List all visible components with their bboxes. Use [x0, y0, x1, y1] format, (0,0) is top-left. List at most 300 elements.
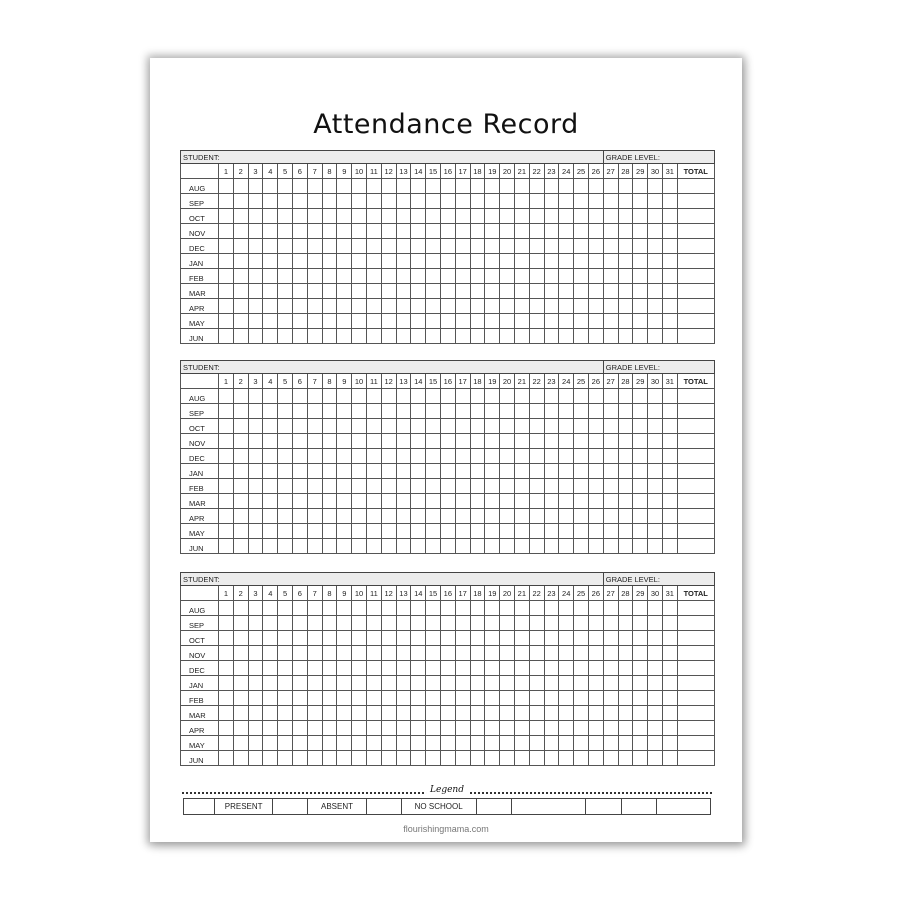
attendance-cell[interactable]	[618, 661, 633, 676]
attendance-cell[interactable]	[337, 706, 352, 721]
attendance-cell[interactable]	[514, 706, 529, 721]
attendance-cell[interactable]	[233, 449, 248, 464]
attendance-cell[interactable]	[322, 736, 337, 751]
attendance-cell[interactable]	[662, 494, 677, 509]
attendance-cell[interactable]	[633, 449, 648, 464]
attendance-cell[interactable]	[529, 224, 544, 239]
attendance-cell[interactable]	[278, 254, 293, 269]
attendance-cell[interactable]	[426, 434, 441, 449]
attendance-cell[interactable]	[411, 616, 426, 631]
attendance-cell[interactable]	[219, 434, 234, 449]
attendance-cell[interactable]	[278, 389, 293, 404]
attendance-cell[interactable]	[514, 269, 529, 284]
attendance-cell[interactable]	[485, 224, 500, 239]
attendance-cell[interactable]	[559, 676, 574, 691]
attendance-cell[interactable]	[514, 509, 529, 524]
attendance-cell[interactable]	[544, 404, 559, 419]
attendance-cell[interactable]	[559, 209, 574, 224]
attendance-cell[interactable]	[381, 676, 396, 691]
attendance-cell[interactable]	[337, 464, 352, 479]
attendance-cell[interactable]	[248, 706, 263, 721]
attendance-cell[interactable]	[603, 479, 618, 494]
attendance-cell[interactable]	[648, 434, 663, 449]
attendance-cell[interactable]	[307, 721, 322, 736]
attendance-cell[interactable]	[219, 389, 234, 404]
attendance-cell[interactable]	[337, 329, 352, 344]
attendance-cell[interactable]	[263, 661, 278, 676]
attendance-cell[interactable]	[366, 404, 381, 419]
attendance-cell[interactable]	[278, 269, 293, 284]
attendance-cell[interactable]	[219, 524, 234, 539]
attendance-cell[interactable]	[603, 509, 618, 524]
attendance-cell[interactable]	[574, 661, 589, 676]
total-cell[interactable]	[677, 194, 714, 209]
total-cell[interactable]	[677, 389, 714, 404]
attendance-cell[interactable]	[219, 676, 234, 691]
attendance-cell[interactable]	[426, 389, 441, 404]
attendance-cell[interactable]	[233, 239, 248, 254]
attendance-cell[interactable]	[278, 539, 293, 554]
attendance-cell[interactable]	[307, 224, 322, 239]
attendance-cell[interactable]	[233, 479, 248, 494]
attendance-cell[interactable]	[263, 509, 278, 524]
attendance-cell[interactable]	[514, 494, 529, 509]
attendance-cell[interactable]	[233, 509, 248, 524]
attendance-cell[interactable]	[233, 691, 248, 706]
attendance-cell[interactable]	[500, 239, 515, 254]
attendance-cell[interactable]	[500, 284, 515, 299]
attendance-cell[interactable]	[485, 751, 500, 766]
attendance-cell[interactable]	[455, 389, 470, 404]
attendance-cell[interactable]	[292, 284, 307, 299]
attendance-cell[interactable]	[559, 434, 574, 449]
attendance-cell[interactable]	[514, 479, 529, 494]
attendance-cell[interactable]	[337, 254, 352, 269]
attendance-cell[interactable]	[233, 224, 248, 239]
attendance-cell[interactable]	[352, 449, 367, 464]
attendance-cell[interactable]	[514, 736, 529, 751]
attendance-cell[interactable]	[426, 284, 441, 299]
attendance-cell[interactable]	[514, 404, 529, 419]
attendance-cell[interactable]	[426, 539, 441, 554]
attendance-cell[interactable]	[500, 389, 515, 404]
attendance-cell[interactable]	[662, 284, 677, 299]
attendance-cell[interactable]	[366, 269, 381, 284]
attendance-cell[interactable]	[426, 509, 441, 524]
attendance-cell[interactable]	[485, 239, 500, 254]
attendance-cell[interactable]	[648, 631, 663, 646]
attendance-cell[interactable]	[588, 676, 603, 691]
attendance-cell[interactable]	[500, 646, 515, 661]
attendance-cell[interactable]	[485, 676, 500, 691]
attendance-cell[interactable]	[603, 434, 618, 449]
attendance-cell[interactable]	[662, 676, 677, 691]
attendance-cell[interactable]	[455, 676, 470, 691]
attendance-cell[interactable]	[233, 299, 248, 314]
attendance-cell[interactable]	[485, 494, 500, 509]
attendance-cell[interactable]	[352, 691, 367, 706]
attendance-cell[interactable]	[500, 706, 515, 721]
attendance-cell[interactable]	[263, 434, 278, 449]
attendance-cell[interactable]	[559, 449, 574, 464]
attendance-cell[interactable]	[233, 434, 248, 449]
attendance-cell[interactable]	[322, 464, 337, 479]
attendance-cell[interactable]	[588, 434, 603, 449]
attendance-cell[interactable]	[440, 224, 455, 239]
attendance-cell[interactable]	[544, 751, 559, 766]
attendance-cell[interactable]	[366, 209, 381, 224]
attendance-cell[interactable]	[559, 494, 574, 509]
attendance-cell[interactable]	[396, 631, 411, 646]
attendance-cell[interactable]	[352, 646, 367, 661]
attendance-cell[interactable]	[440, 329, 455, 344]
attendance-cell[interactable]	[574, 601, 589, 616]
attendance-cell[interactable]	[366, 419, 381, 434]
attendance-cell[interactable]	[529, 616, 544, 631]
attendance-cell[interactable]	[455, 269, 470, 284]
attendance-cell[interactable]	[248, 389, 263, 404]
attendance-cell[interactable]	[633, 616, 648, 631]
attendance-cell[interactable]	[307, 179, 322, 194]
attendance-cell[interactable]	[485, 284, 500, 299]
attendance-cell[interactable]	[322, 751, 337, 766]
attendance-cell[interactable]	[307, 434, 322, 449]
attendance-cell[interactable]	[337, 661, 352, 676]
attendance-cell[interactable]	[618, 706, 633, 721]
attendance-cell[interactable]	[381, 464, 396, 479]
total-cell[interactable]	[677, 661, 714, 676]
attendance-cell[interactable]	[633, 434, 648, 449]
attendance-cell[interactable]	[455, 524, 470, 539]
attendance-cell[interactable]	[440, 389, 455, 404]
attendance-cell[interactable]	[544, 239, 559, 254]
attendance-cell[interactable]	[366, 179, 381, 194]
attendance-cell[interactable]	[219, 721, 234, 736]
attendance-cell[interactable]	[485, 209, 500, 224]
attendance-cell[interactable]	[455, 224, 470, 239]
student-field[interactable]: STUDENT:	[181, 151, 604, 164]
attendance-cell[interactable]	[618, 284, 633, 299]
grade-level-field[interactable]: GRADE LEVEL:	[603, 151, 714, 164]
attendance-cell[interactable]	[648, 706, 663, 721]
attendance-cell[interactable]	[411, 661, 426, 676]
attendance-cell[interactable]	[662, 434, 677, 449]
attendance-cell[interactable]	[322, 284, 337, 299]
attendance-cell[interactable]	[233, 601, 248, 616]
total-cell[interactable]	[677, 404, 714, 419]
attendance-cell[interactable]	[618, 224, 633, 239]
attendance-cell[interactable]	[574, 269, 589, 284]
attendance-cell[interactable]	[574, 179, 589, 194]
attendance-cell[interactable]	[381, 404, 396, 419]
attendance-cell[interactable]	[662, 389, 677, 404]
attendance-cell[interactable]	[618, 449, 633, 464]
attendance-cell[interactable]	[411, 736, 426, 751]
attendance-cell[interactable]	[426, 419, 441, 434]
attendance-cell[interactable]	[485, 254, 500, 269]
attendance-cell[interactable]	[381, 254, 396, 269]
attendance-cell[interactable]	[366, 539, 381, 554]
attendance-cell[interactable]	[574, 479, 589, 494]
attendance-cell[interactable]	[514, 464, 529, 479]
attendance-cell[interactable]	[588, 179, 603, 194]
attendance-cell[interactable]	[352, 179, 367, 194]
attendance-cell[interactable]	[322, 524, 337, 539]
total-cell[interactable]	[677, 254, 714, 269]
attendance-cell[interactable]	[263, 269, 278, 284]
attendance-cell[interactable]	[233, 736, 248, 751]
attendance-cell[interactable]	[470, 224, 485, 239]
attendance-cell[interactable]	[411, 284, 426, 299]
attendance-cell[interactable]	[470, 299, 485, 314]
attendance-cell[interactable]	[485, 194, 500, 209]
attendance-cell[interactable]	[396, 194, 411, 209]
attendance-cell[interactable]	[559, 721, 574, 736]
attendance-cell[interactable]	[292, 449, 307, 464]
attendance-cell[interactable]	[485, 509, 500, 524]
attendance-cell[interactable]	[366, 661, 381, 676]
attendance-cell[interactable]	[618, 646, 633, 661]
attendance-cell[interactable]	[307, 631, 322, 646]
attendance-cell[interactable]	[559, 269, 574, 284]
attendance-cell[interactable]	[307, 494, 322, 509]
attendance-cell[interactable]	[588, 631, 603, 646]
attendance-cell[interactable]	[440, 419, 455, 434]
attendance-cell[interactable]	[366, 751, 381, 766]
attendance-cell[interactable]	[278, 631, 293, 646]
attendance-cell[interactable]	[618, 539, 633, 554]
attendance-cell[interactable]	[381, 601, 396, 616]
attendance-cell[interactable]	[426, 269, 441, 284]
attendance-cell[interactable]	[470, 269, 485, 284]
attendance-cell[interactable]	[248, 449, 263, 464]
attendance-cell[interactable]	[618, 254, 633, 269]
attendance-cell[interactable]	[396, 676, 411, 691]
attendance-cell[interactable]	[248, 736, 263, 751]
attendance-cell[interactable]	[396, 329, 411, 344]
attendance-cell[interactable]	[633, 646, 648, 661]
attendance-cell[interactable]	[529, 209, 544, 224]
attendance-cell[interactable]	[603, 299, 618, 314]
attendance-cell[interactable]	[411, 751, 426, 766]
attendance-cell[interactable]	[263, 389, 278, 404]
attendance-cell[interactable]	[233, 676, 248, 691]
attendance-cell[interactable]	[219, 209, 234, 224]
attendance-cell[interactable]	[588, 329, 603, 344]
attendance-cell[interactable]	[352, 434, 367, 449]
attendance-cell[interactable]	[633, 419, 648, 434]
attendance-cell[interactable]	[440, 269, 455, 284]
attendance-cell[interactable]	[307, 601, 322, 616]
attendance-cell[interactable]	[500, 194, 515, 209]
attendance-cell[interactable]	[263, 539, 278, 554]
attendance-cell[interactable]	[278, 434, 293, 449]
attendance-cell[interactable]	[500, 449, 515, 464]
attendance-cell[interactable]	[574, 524, 589, 539]
attendance-cell[interactable]	[292, 616, 307, 631]
student-field[interactable]: STUDENT:	[181, 573, 604, 586]
attendance-cell[interactable]	[574, 284, 589, 299]
attendance-cell[interactable]	[648, 314, 663, 329]
attendance-cell[interactable]	[603, 691, 618, 706]
attendance-cell[interactable]	[544, 721, 559, 736]
attendance-cell[interactable]	[396, 706, 411, 721]
attendance-cell[interactable]	[648, 269, 663, 284]
attendance-cell[interactable]	[574, 464, 589, 479]
attendance-cell[interactable]	[278, 314, 293, 329]
attendance-cell[interactable]	[219, 464, 234, 479]
attendance-cell[interactable]	[219, 284, 234, 299]
attendance-cell[interactable]	[337, 419, 352, 434]
attendance-cell[interactable]	[366, 464, 381, 479]
attendance-cell[interactable]	[278, 329, 293, 344]
attendance-cell[interactable]	[426, 479, 441, 494]
attendance-cell[interactable]	[411, 239, 426, 254]
attendance-cell[interactable]	[588, 449, 603, 464]
attendance-cell[interactable]	[500, 479, 515, 494]
attendance-cell[interactable]	[322, 646, 337, 661]
attendance-cell[interactable]	[366, 314, 381, 329]
attendance-cell[interactable]	[603, 524, 618, 539]
attendance-cell[interactable]	[352, 706, 367, 721]
attendance-cell[interactable]	[470, 691, 485, 706]
attendance-cell[interactable]	[411, 449, 426, 464]
attendance-cell[interactable]	[544, 524, 559, 539]
attendance-cell[interactable]	[292, 601, 307, 616]
attendance-cell[interactable]	[337, 721, 352, 736]
attendance-cell[interactable]	[307, 736, 322, 751]
attendance-cell[interactable]	[500, 434, 515, 449]
attendance-cell[interactable]	[500, 524, 515, 539]
attendance-cell[interactable]	[455, 194, 470, 209]
attendance-cell[interactable]	[426, 631, 441, 646]
attendance-cell[interactable]	[633, 209, 648, 224]
attendance-cell[interactable]	[278, 299, 293, 314]
attendance-cell[interactable]	[544, 646, 559, 661]
attendance-cell[interactable]	[337, 284, 352, 299]
attendance-cell[interactable]	[588, 616, 603, 631]
attendance-cell[interactable]	[574, 539, 589, 554]
attendance-cell[interactable]	[662, 479, 677, 494]
total-cell[interactable]	[677, 464, 714, 479]
attendance-cell[interactable]	[322, 404, 337, 419]
attendance-cell[interactable]	[485, 449, 500, 464]
attendance-cell[interactable]	[233, 194, 248, 209]
attendance-cell[interactable]	[514, 224, 529, 239]
attendance-cell[interactable]	[633, 706, 648, 721]
attendance-cell[interactable]	[248, 179, 263, 194]
total-cell[interactable]	[677, 736, 714, 751]
attendance-cell[interactable]	[263, 314, 278, 329]
attendance-cell[interactable]	[544, 539, 559, 554]
attendance-cell[interactable]	[248, 721, 263, 736]
attendance-cell[interactable]	[263, 646, 278, 661]
attendance-cell[interactable]	[292, 329, 307, 344]
attendance-cell[interactable]	[219, 194, 234, 209]
attendance-cell[interactable]	[648, 464, 663, 479]
attendance-cell[interactable]	[648, 676, 663, 691]
attendance-cell[interactable]	[381, 419, 396, 434]
attendance-cell[interactable]	[559, 464, 574, 479]
attendance-cell[interactable]	[485, 539, 500, 554]
attendance-cell[interactable]	[574, 194, 589, 209]
attendance-cell[interactable]	[337, 434, 352, 449]
attendance-cell[interactable]	[662, 224, 677, 239]
attendance-cell[interactable]	[485, 404, 500, 419]
attendance-cell[interactable]	[559, 736, 574, 751]
attendance-cell[interactable]	[440, 434, 455, 449]
attendance-cell[interactable]	[396, 314, 411, 329]
attendance-cell[interactable]	[219, 691, 234, 706]
attendance-cell[interactable]	[307, 464, 322, 479]
attendance-cell[interactable]	[248, 661, 263, 676]
attendance-cell[interactable]	[544, 676, 559, 691]
attendance-cell[interactable]	[352, 524, 367, 539]
attendance-cell[interactable]	[662, 329, 677, 344]
attendance-cell[interactable]	[455, 179, 470, 194]
attendance-cell[interactable]	[233, 179, 248, 194]
attendance-cell[interactable]	[278, 494, 293, 509]
total-cell[interactable]	[677, 299, 714, 314]
attendance-cell[interactable]	[307, 676, 322, 691]
attendance-cell[interactable]	[603, 389, 618, 404]
attendance-cell[interactable]	[396, 269, 411, 284]
attendance-cell[interactable]	[352, 539, 367, 554]
attendance-cell[interactable]	[455, 539, 470, 554]
attendance-cell[interactable]	[514, 194, 529, 209]
attendance-cell[interactable]	[381, 751, 396, 766]
attendance-cell[interactable]	[396, 404, 411, 419]
attendance-cell[interactable]	[618, 464, 633, 479]
attendance-cell[interactable]	[219, 706, 234, 721]
attendance-cell[interactable]	[366, 449, 381, 464]
attendance-cell[interactable]	[396, 751, 411, 766]
attendance-cell[interactable]	[529, 631, 544, 646]
attendance-cell[interactable]	[278, 419, 293, 434]
attendance-cell[interactable]	[529, 239, 544, 254]
attendance-cell[interactable]	[514, 299, 529, 314]
attendance-cell[interactable]	[470, 736, 485, 751]
attendance-cell[interactable]	[648, 524, 663, 539]
attendance-cell[interactable]	[485, 616, 500, 631]
attendance-cell[interactable]	[544, 269, 559, 284]
attendance-cell[interactable]	[307, 479, 322, 494]
attendance-cell[interactable]	[440, 676, 455, 691]
total-cell[interactable]	[677, 524, 714, 539]
attendance-cell[interactable]	[662, 524, 677, 539]
attendance-cell[interactable]	[396, 601, 411, 616]
attendance-cell[interactable]	[633, 736, 648, 751]
attendance-cell[interactable]	[455, 434, 470, 449]
attendance-cell[interactable]	[559, 646, 574, 661]
attendance-cell[interactable]	[292, 539, 307, 554]
attendance-cell[interactable]	[470, 676, 485, 691]
attendance-cell[interactable]	[633, 284, 648, 299]
attendance-cell[interactable]	[426, 494, 441, 509]
attendance-cell[interactable]	[248, 224, 263, 239]
attendance-cell[interactable]	[544, 464, 559, 479]
attendance-cell[interactable]	[455, 661, 470, 676]
attendance-cell[interactable]	[411, 254, 426, 269]
attendance-cell[interactable]	[470, 404, 485, 419]
attendance-cell[interactable]	[455, 209, 470, 224]
attendance-cell[interactable]	[559, 479, 574, 494]
attendance-cell[interactable]	[366, 194, 381, 209]
attendance-cell[interactable]	[559, 631, 574, 646]
attendance-cell[interactable]	[263, 209, 278, 224]
attendance-cell[interactable]	[529, 449, 544, 464]
attendance-cell[interactable]	[455, 721, 470, 736]
